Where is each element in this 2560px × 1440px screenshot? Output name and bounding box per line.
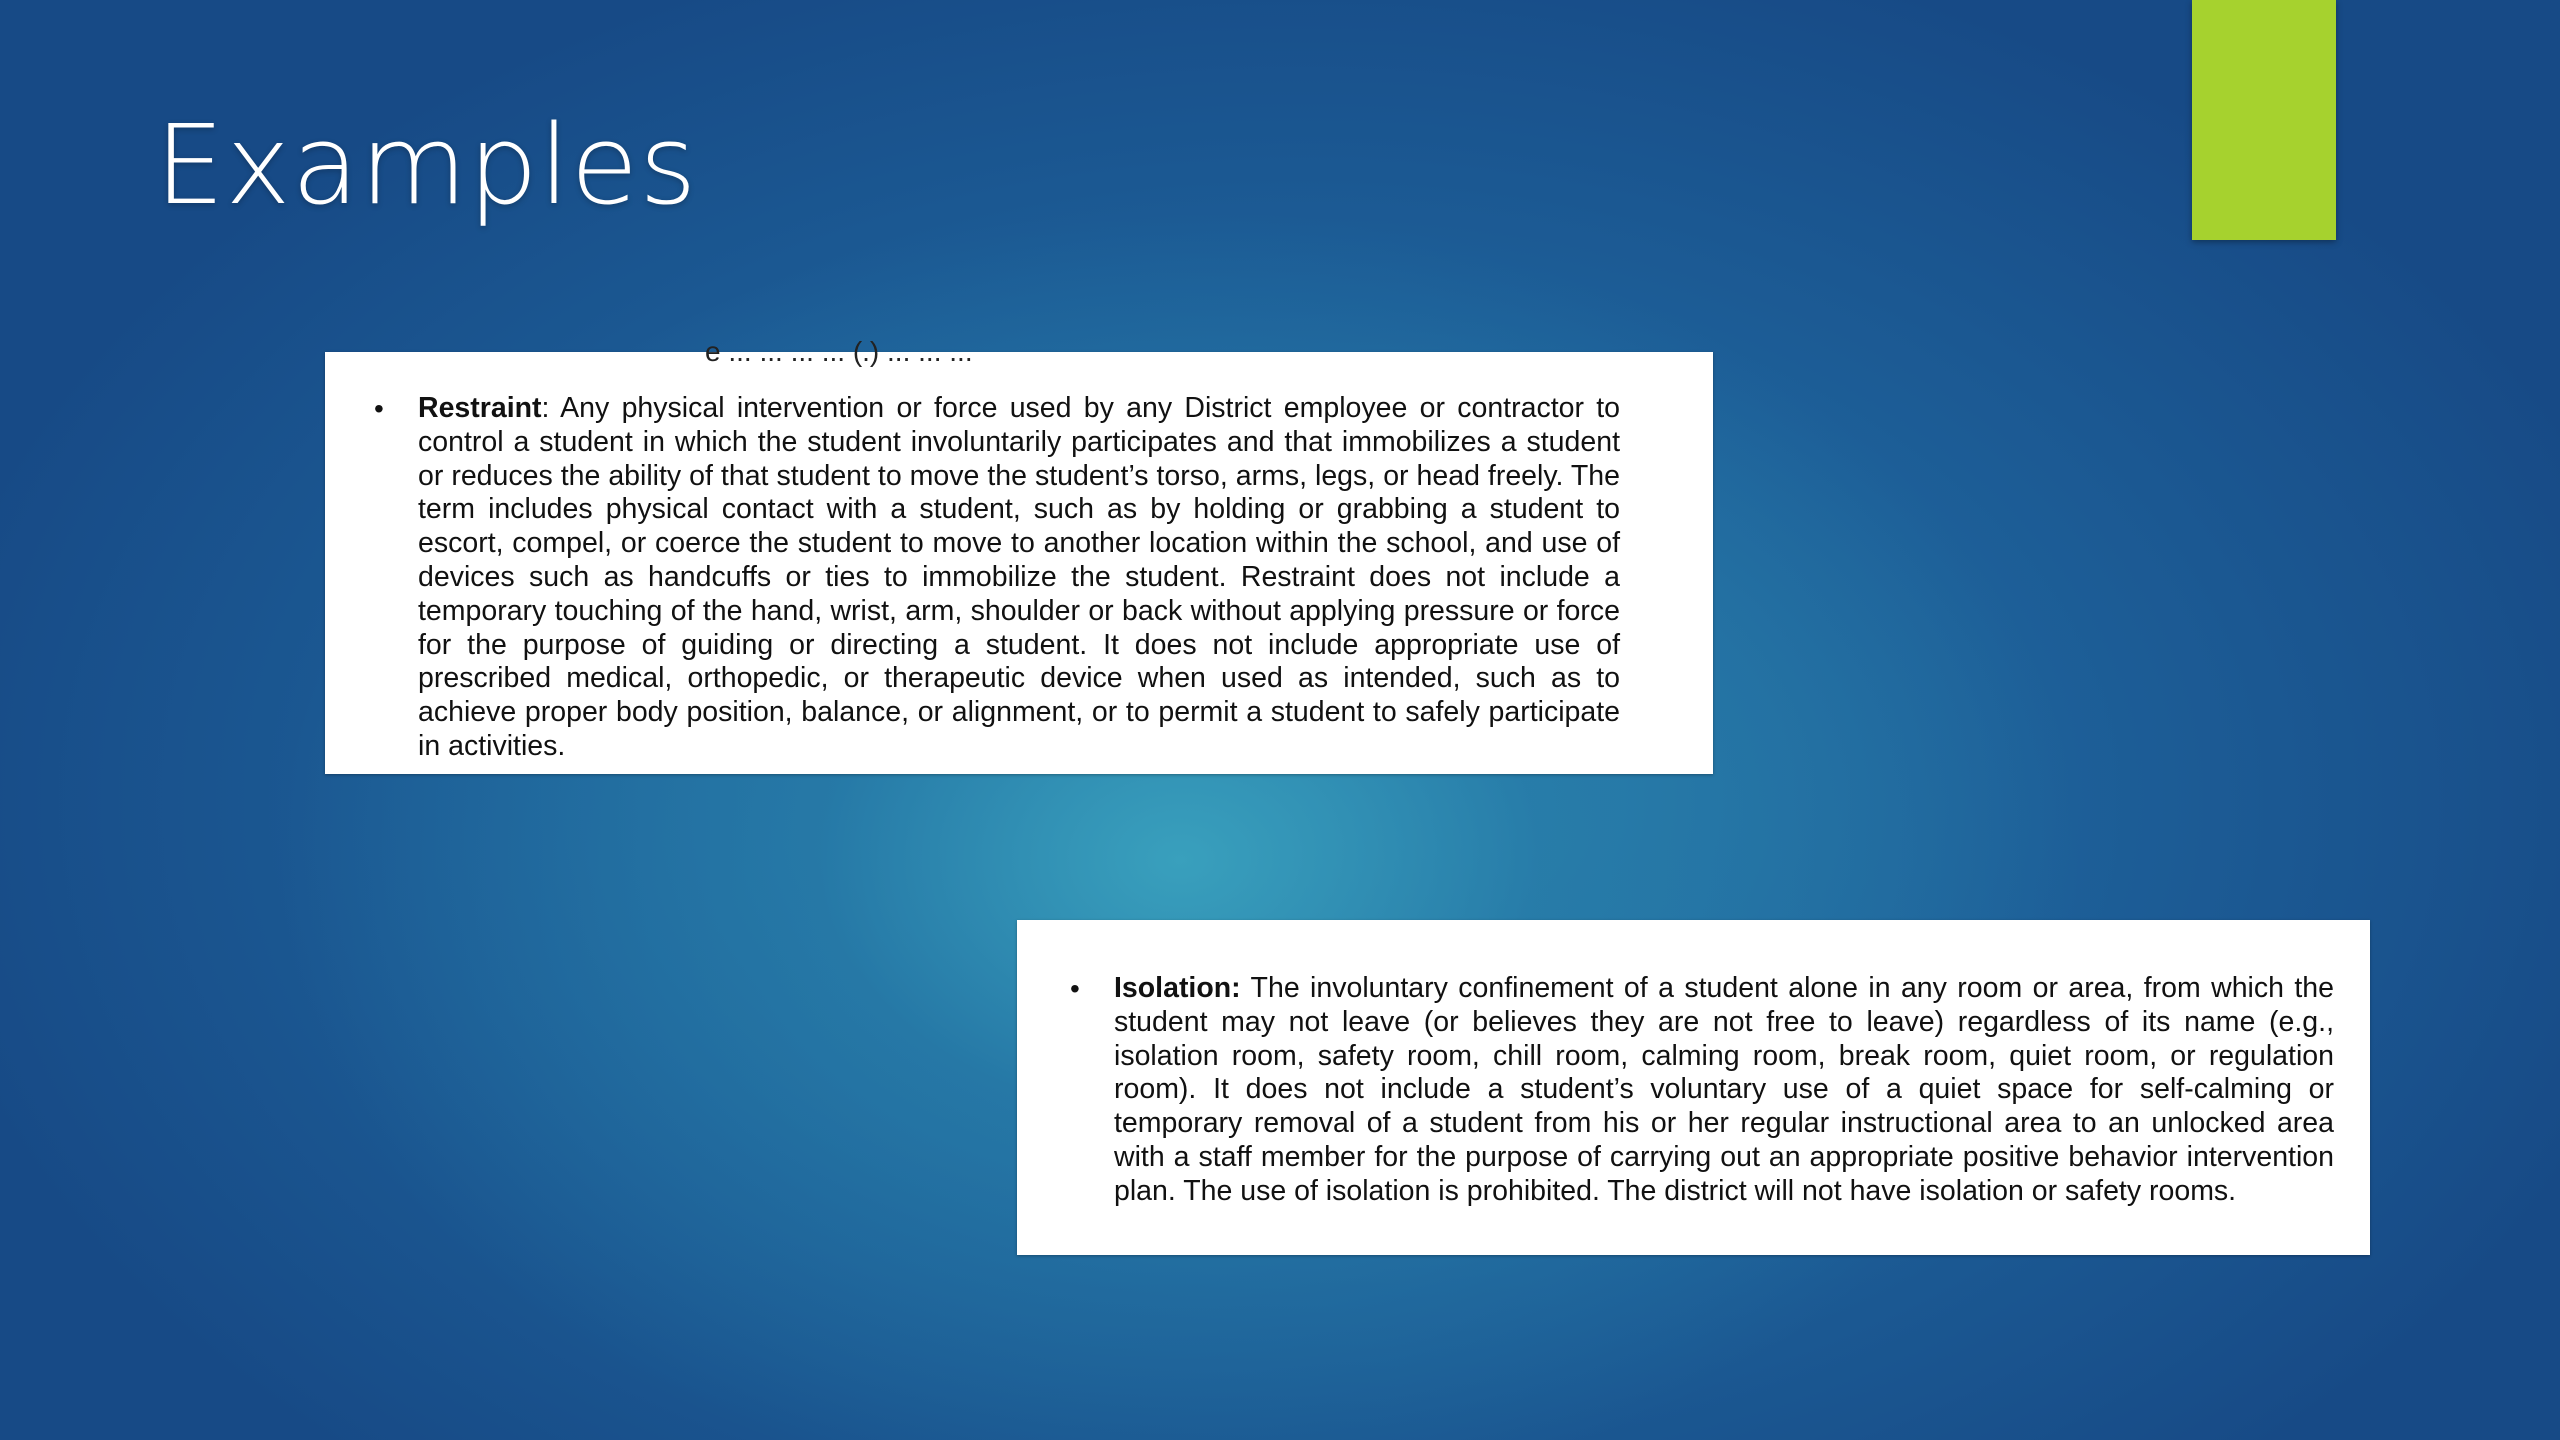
bullet-icon: • — [1070, 973, 1080, 1004]
bullet-icon: • — [374, 393, 384, 424]
restraint-definition-text: Any physical intervention or force used by any District employee or contractor to control a student in which the student involuntarily participates and that immobilizes a student or reduces the ability of that student to move the student’s torso, arms, legs, or head freely. The term includes physical contact with a student, such as by holding or grabbing a student to escort, compel, or coerce the student to move to another location within the school, and use of devices such as handcuffs or ties to immobilize the student. Restraint does not include a temporary touching of the hand, wrist, arm, shoulder or back without applying pressure or force for the purpose of guiding or directing a student. It does not include appropriate use of prescribed medical, orthopedic, or therapeutic device when used as intended, such as to achieve proper body position, balance, or alignment, or to permit a student to safely participate in activities. — [418, 392, 1620, 762]
restraint-separator: : — [541, 392, 550, 424]
restraint-excerpt-image — [325, 336, 1713, 774]
accent-bar — [2192, 0, 2336, 240]
isolation-excerpt-image — [1017, 920, 2370, 1255]
isolation-definition — [1070, 972, 2334, 1209]
cropped-text-line: e ... ... ... ... (.) ... ... ... — [705, 336, 973, 367]
isolation-definition-text: The involuntary confinement of a student alone in any room or area, from which the student may not leave (or believes they are not free to leave) regardless of its name (e.g., isolation room, safety room, chill room, calming room, break room, quiet room, or regulation room). It does not include a student’s voluntary use of a quiet space for self-calming or temporary removal of a student from his or her regular instructional area to an unlocked area with a staff member for the purpose of carrying out an appropriate positive behavior intervention plan. The use of isolation is prohibited. The district will not have isolation or safety rooms. — [1114, 972, 2334, 1207]
restraint-definition — [374, 392, 1620, 764]
isolation-term: Isolation: — [1114, 972, 1241, 1004]
restraint-term: Restraint — [418, 392, 542, 424]
slide-title: Examples — [155, 101, 698, 229]
